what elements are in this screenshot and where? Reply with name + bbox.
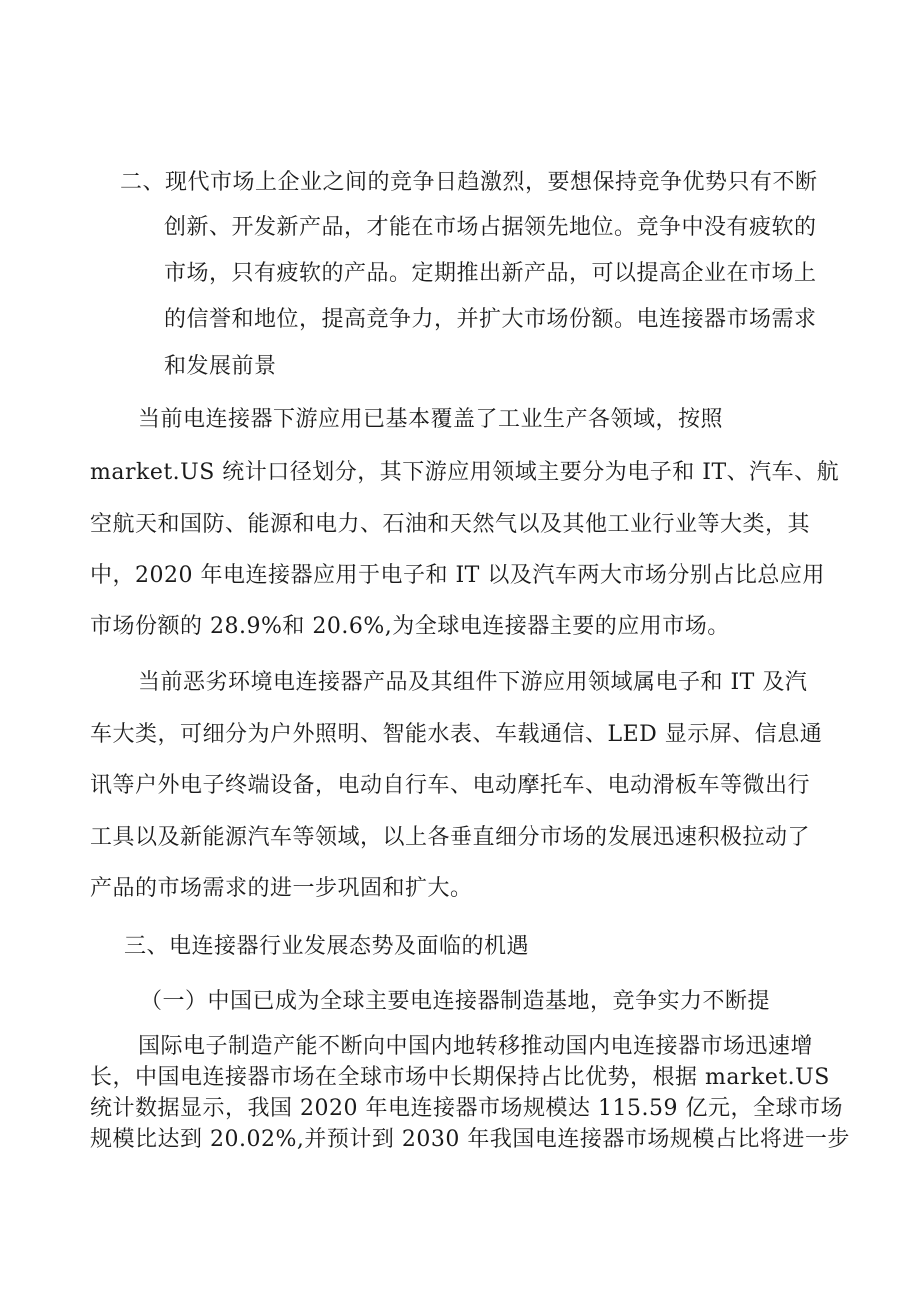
para3-line-1: 国际电子制造产能不断向中国内地转移推动国内电连接器市场迅速增 xyxy=(138,1034,814,1059)
para3-line-3: 统计数据显示，我国 2020 年电连接器市场规模达 115.59 亿元，全球市场 xyxy=(90,1096,843,1121)
section3-heading: 三、电连接器行业发展态势及面临的机遇 xyxy=(124,934,530,959)
para2-line-4: 工具以及新能源汽车等领域，以上各垂直细分市场的发展迅速积极拉动了 xyxy=(90,825,811,850)
section2-line-3: 市场，只有疲软的产品。定期推出新产品，可以提高企业在市场上 xyxy=(164,261,817,286)
para2-line-1: 当前恶劣环境电连接器产品及其组件下游应用领域属电子和 IT 及汽 xyxy=(138,670,808,695)
para1-line-1: 当前电连接器下游应用已基本覆盖了工业生产各领域，按照 xyxy=(138,407,724,432)
para3-line-4: 规模比达到 20.02%,并预计到 2030 年我国电连接器市场规模占比将进一步 xyxy=(90,1127,850,1152)
para2-line-3: 讯等户外电子终端设备，电动自行车、电动摩托车、电动滑板车等微出行 xyxy=(90,773,811,798)
para1-line-4: 中，2020 年电连接器应用于电子和 IT 以及汽车两大市场分别占比总应用 xyxy=(90,563,825,588)
section2-line-5: 和发展前景 xyxy=(164,354,277,379)
para1-line-3: 空航天和国防、能源和电力、石油和天然气以及其他工业行业等大类，其 xyxy=(90,512,811,537)
para3-line-2: 长，中国电连接器市场在全球市场中长期保持占比优势，根据 market.US xyxy=(90,1065,830,1090)
para1-line-2: market.US 统计口径划分，其下游应用领域主要分为电子和 IT、汽车、航 xyxy=(90,460,840,485)
section2-line-2: 创新、开发新产品，才能在市场占据领先地位。竞争中没有疲软的 xyxy=(164,215,817,240)
para2-line-2: 车大类，可细分为户外照明、智能水表、车载通信、LED 显示屏、信息通 xyxy=(90,722,823,747)
para1-line-5: 市场份额的 28.9%和 20.6%,为全球电连接器主要的应用市场。 xyxy=(90,614,730,639)
section2-line-1: 二、现代市场上企业之间的竞争日趋激烈，要想保持竞争优势只有不断 xyxy=(120,170,818,195)
para2-line-5: 产品的市场需求的进一步巩固和扩大。 xyxy=(90,876,473,901)
section2-line-4: 的信誉和地位，提高竞争力，并扩大市场份额。电连接器市场需求 xyxy=(164,307,817,332)
section3-subheading: （一）中国已成为全球主要电连接器制造基地，竞争实力不断提 xyxy=(140,989,771,1014)
